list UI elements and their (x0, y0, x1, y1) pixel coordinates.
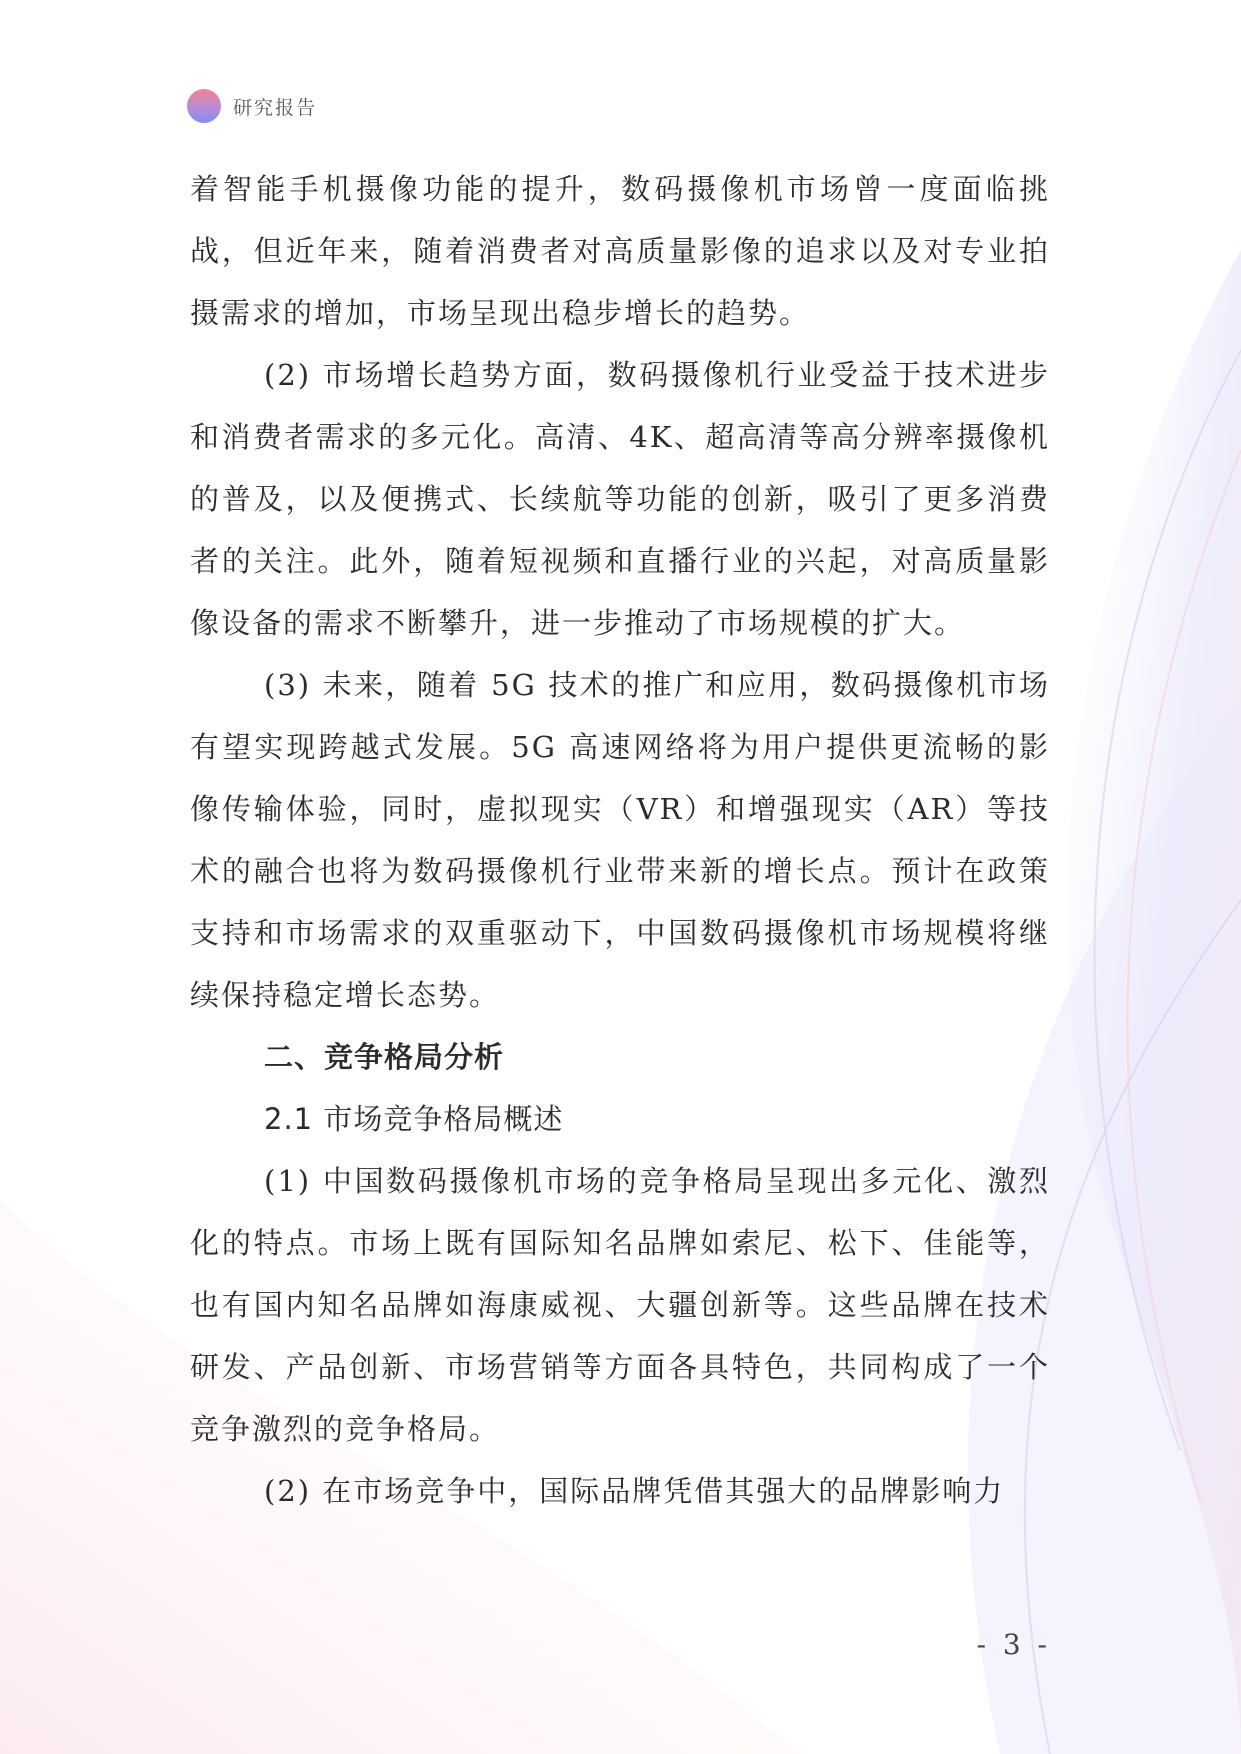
subsection-heading: 2.1 市场竞争格局概述 (264, 1102, 564, 1136)
paragraph-3: (3) 未来，随着 5G 技术的推广和应用，数码摄像机市场有望实现跨越式发展。5G 高速网络将为用户提供更流畅的影像传输体验，同时，虚拟现实（VR）和增强现实（AR）等技术的融合也将为数码摄像机行业带来新的增长点。预计在政策支持和市场需求的双重驱动下，中国数码摄像机市场规模将继续保持稳定增长态势。 (190, 668, 1050, 1012)
page-header (187, 88, 317, 124)
header-title: 研究报告 (233, 96, 318, 119)
paragraph-2: (2) 市场增长趋势方面，数码摄像机行业受益于技术进步和消费者需求的多元化。高清、4K、超高清等高分辨率摄像机的普及，以及便携式、长续航等功能的创新，吸引了更多消费者的关注。此外，随着短视频和直播行业的兴起，对高质量影像设备的需求不断攀升，进一步推动了市场规模的扩大。 (190, 358, 1050, 640)
report-logo-icon (187, 89, 221, 123)
paragraph-intro: 着智能手机摄像功能的提升，数码摄像机市场曾一度面临挑战，但近年来，随着消费者对高质量影像的追求以及对专业拍摄需求的增加，市场呈现出稳步增长的趋势。 (190, 172, 1050, 330)
section-heading: 二、竞争格局分析 (264, 1040, 505, 1074)
paragraph-4: (1) 中国数码摄像机市场的竞争格局呈现出多元化、激烈化的特点。市场上既有国际知名品牌如索尼、松下、佳能等，也有国内知名品牌如海康威视、大疆创新等。这些品牌在技术研发、产品创新、市场营销等方面各具特色，共同构成了一个竞争激烈的竞争格局。 (190, 1164, 1050, 1446)
page-number: - 3 - (976, 1628, 1051, 1661)
document-body (190, 158, 1050, 1522)
paragraph-5: (2) 在市场竞争中，国际品牌凭借其强大的品牌影响力 (264, 1474, 1005, 1508)
